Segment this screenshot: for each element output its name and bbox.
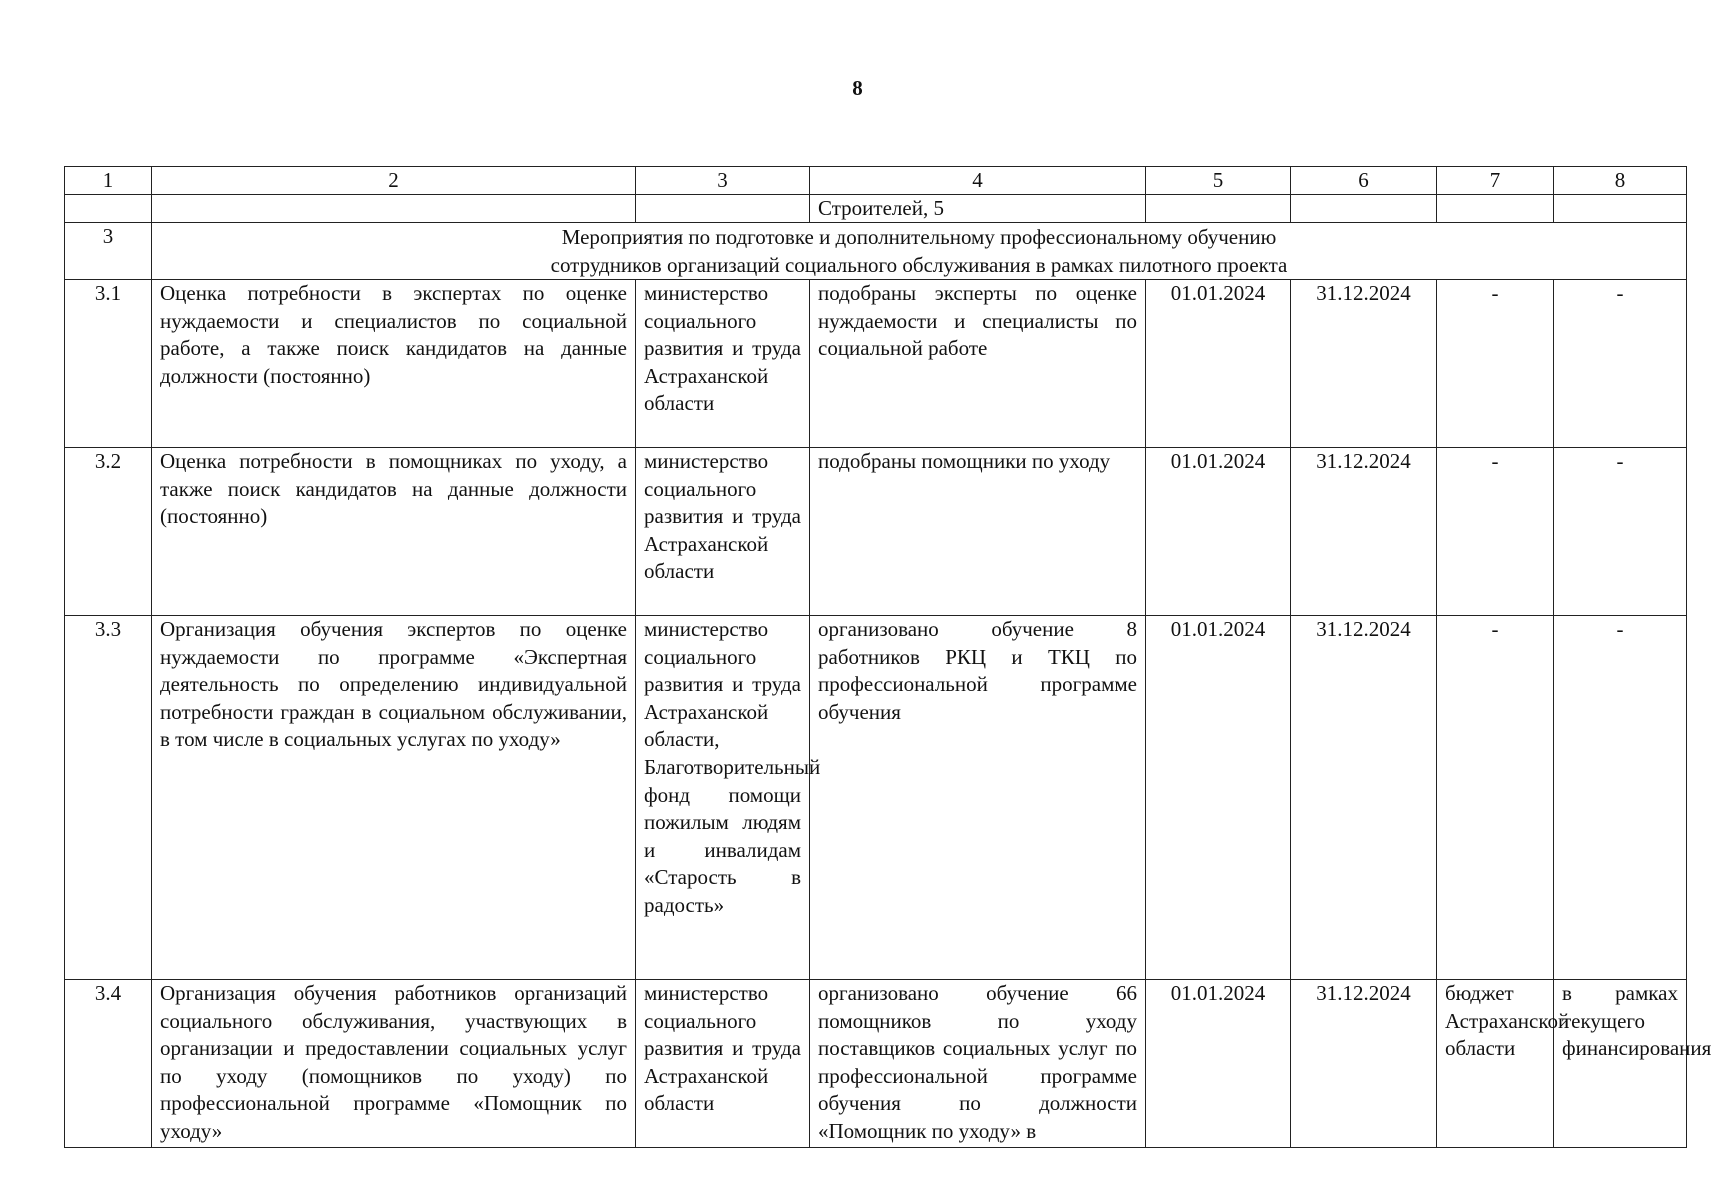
funding-amount: - <box>1554 448 1687 616</box>
column-number-row <box>65 167 1687 195</box>
col-header-2: 2 <box>152 167 636 195</box>
end-date: 31.12.2024 <box>1291 448 1437 616</box>
table-row <box>65 980 1687 1148</box>
start-date: 01.01.2024 <box>1146 280 1291 448</box>
table-row <box>65 616 1687 980</box>
funding-amount: в рамках текущего финансирования <box>1554 980 1687 1148</box>
table-row <box>65 280 1687 448</box>
row-number: 3.2 <box>65 448 152 616</box>
funding-amount: - <box>1554 616 1687 980</box>
col-header-1: 1 <box>65 167 152 195</box>
responsible-executor: министерство социального развития и труда Астраханской области <box>636 448 810 616</box>
expected-result: организовано обучение 66 помощников по уходу поставщиков социальных услуг по профессиональной программе обучения по должности «Помощник по уходу» в <box>810 980 1146 1148</box>
empty-cell <box>1146 195 1291 223</box>
start-date: 01.01.2024 <box>1146 448 1291 616</box>
funding-source: бюджет Астраханской области <box>1437 980 1554 1148</box>
col-header-7: 7 <box>1437 167 1554 195</box>
end-date: 31.12.2024 <box>1291 980 1437 1148</box>
empty-cell <box>152 195 636 223</box>
funding-amount: - <box>1554 280 1687 448</box>
section-row <box>65 223 1687 280</box>
expected-result: подобраны эксперты по оценке нуждаемости и специалисты по социальной работе <box>810 280 1146 448</box>
col-header-3: 3 <box>636 167 810 195</box>
continuation-address: Строителей, 5 <box>810 195 1146 223</box>
end-date: 31.12.2024 <box>1291 280 1437 448</box>
col-header-4: 4 <box>810 167 1146 195</box>
funding-source: - <box>1437 616 1554 980</box>
empty-cell <box>65 195 152 223</box>
row-number: 3.1 <box>65 280 152 448</box>
events-table <box>64 166 1712 1148</box>
col-header-5: 5 <box>1146 167 1291 195</box>
expected-result: организовано обучение 8 работников РКЦ и ТКЦ по профессиональной программе обучения <box>810 616 1146 980</box>
section-title <box>152 223 1687 280</box>
empty-cell <box>1554 195 1687 223</box>
empty-cell <box>1291 195 1437 223</box>
end-date: 31.12.2024 <box>1291 616 1437 980</box>
col-header-8: 8 <box>1554 167 1687 195</box>
start-date: 01.01.2024 <box>1146 980 1291 1148</box>
section-title-line-1: Мероприятия по подготовке и дополнительному профессиональному обучению <box>561 225 1277 249</box>
event-description: Оценка потребности в экспертах по оценке нуждаемости и специалистов по социальной работе, а также поиск кандидатов на данные должности (постоянно) <box>152 280 636 448</box>
row-number: 3.3 <box>65 616 152 980</box>
table-row <box>65 448 1687 616</box>
expected-result: подобраны помощники по уходу <box>810 448 1146 616</box>
responsible-executor: министерство социального развития и труда Астраханской области <box>636 280 810 448</box>
row-number: 3.4 <box>65 980 152 1148</box>
responsible-executor: министерство социального развития и труда Астраханской области <box>636 980 810 1148</box>
section-number: 3 <box>65 223 152 280</box>
event-description: Оценка потребности в помощниках по уходу, а также поиск кандидатов на данные должности (постоянно) <box>152 448 636 616</box>
funding-source: - <box>1437 280 1554 448</box>
funding-source: - <box>1437 448 1554 616</box>
event-description: Организация обучения экспертов по оценке нуждаемости по программе «Экспертная деятельность по определению индивидуальной потребности граждан в социальном обслуживании, в том числе в социальных услугах по уходу» <box>152 616 636 980</box>
page-number: 8 <box>852 76 863 100</box>
start-date: 01.01.2024 <box>1146 616 1291 980</box>
event-description: Организация обучения работников организаций социального обслуживания, участвующих в организации и предоставлении социальных услуг по уходу (помощников по уходу) по профессиональной программе «Помощник по уходу» <box>152 980 636 1148</box>
empty-cell <box>1437 195 1554 223</box>
responsible-executor: министерство социального развития и труда Астраханской области, Благотворительный фонд помощи пожилым людям и инвалидам «Старость в радость» <box>636 616 810 980</box>
empty-cell <box>636 195 810 223</box>
section-title-line-2: сотрудников организаций социального обслуживания в рамках пилотного проекта <box>550 253 1288 277</box>
col-header-6: 6 <box>1291 167 1437 195</box>
continuation-row <box>65 195 1687 223</box>
